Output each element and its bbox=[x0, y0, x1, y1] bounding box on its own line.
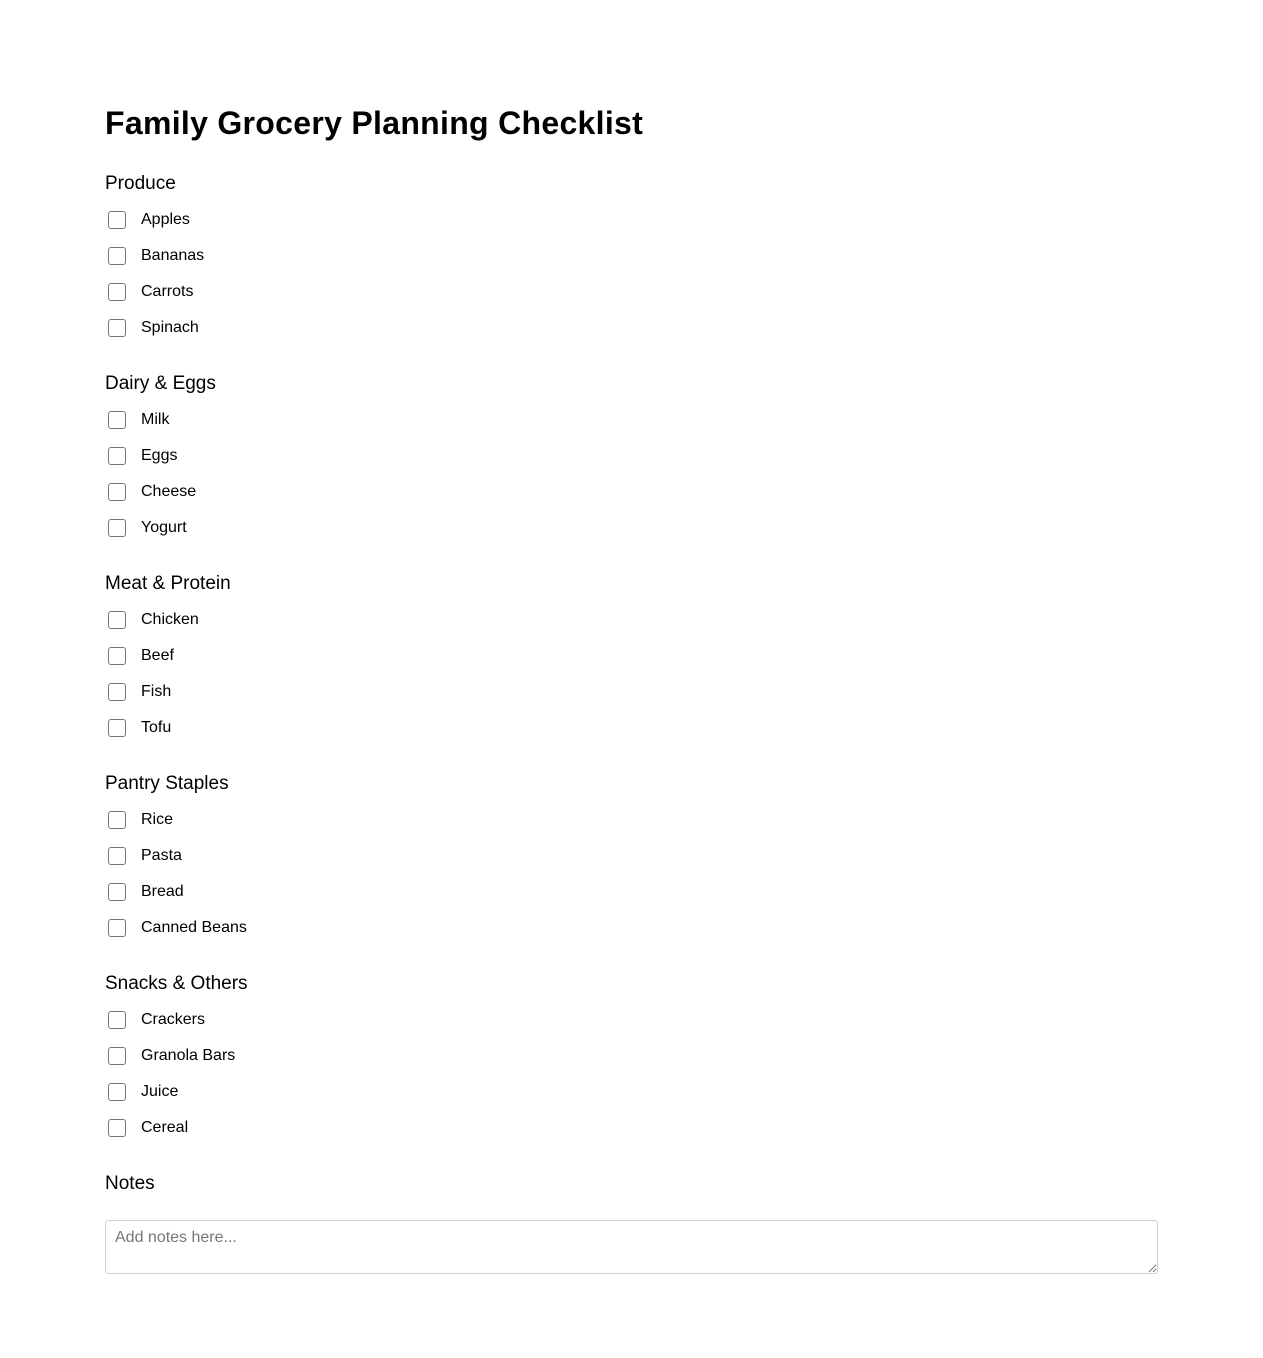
item-checkbox[interactable] bbox=[108, 611, 126, 629]
checklist-item-apples[interactable] bbox=[108, 208, 190, 232]
item-label: Fish bbox=[141, 683, 172, 700]
item-checkbox[interactable] bbox=[108, 211, 126, 229]
checklist-item-crackers[interactable] bbox=[108, 1008, 205, 1032]
item-label: Tofu bbox=[141, 719, 172, 736]
item-checkbox[interactable] bbox=[108, 319, 126, 337]
item-label: Crackers bbox=[141, 1011, 206, 1028]
section-title: Dairy & Eggs bbox=[105, 373, 216, 394]
section-dairy-eggs bbox=[105, 370, 1158, 570]
item-checkbox[interactable] bbox=[108, 883, 126, 901]
section-produce bbox=[105, 170, 1158, 370]
item-label: Beef bbox=[141, 647, 174, 664]
checklist-item-cereal[interactable] bbox=[108, 1116, 188, 1140]
item-label: Eggs bbox=[141, 447, 178, 464]
item-label: Granola Bars bbox=[141, 1047, 236, 1064]
checklist-item-spinach[interactable] bbox=[108, 316, 199, 340]
checklist-item-carrots[interactable] bbox=[108, 280, 193, 304]
item-checkbox[interactable] bbox=[108, 683, 126, 701]
page-title: Family Grocery Planning Checklist bbox=[105, 105, 644, 141]
checklist-item-yogurt[interactable] bbox=[108, 516, 187, 540]
checklist-item-granola-bars[interactable] bbox=[108, 1044, 235, 1068]
section-pantry-staples bbox=[105, 770, 1158, 970]
item-label: Cheese bbox=[141, 483, 197, 500]
checklist-item-beef[interactable] bbox=[108, 644, 174, 668]
section-title: Pantry Staples bbox=[105, 773, 229, 794]
item-checkbox[interactable] bbox=[108, 519, 126, 537]
checklist-item-eggs[interactable] bbox=[108, 444, 177, 468]
item-checkbox[interactable] bbox=[108, 283, 126, 301]
item-label: Bread bbox=[141, 883, 184, 900]
section-title: Produce bbox=[105, 173, 176, 194]
item-checkbox[interactable] bbox=[108, 1011, 126, 1029]
item-label: Chicken bbox=[141, 611, 199, 628]
item-checkbox[interactable] bbox=[108, 1047, 126, 1065]
item-label: Juice bbox=[141, 1083, 179, 1100]
checklist-item-bread[interactable] bbox=[108, 880, 184, 904]
item-checkbox[interactable] bbox=[108, 719, 126, 737]
item-label: Milk bbox=[141, 411, 170, 428]
item-label: Cereal bbox=[141, 1119, 189, 1136]
checklist-item-bananas[interactable] bbox=[108, 244, 204, 268]
item-label: Carrots bbox=[141, 283, 194, 300]
checklist-item-tofu[interactable] bbox=[108, 716, 171, 740]
checklist-item-pasta[interactable] bbox=[108, 844, 182, 868]
checklist-item-juice[interactable] bbox=[108, 1080, 178, 1104]
item-checkbox[interactable] bbox=[108, 647, 126, 665]
checklist-item-milk[interactable] bbox=[108, 408, 169, 432]
item-checkbox[interactable] bbox=[108, 411, 126, 429]
item-checkbox[interactable] bbox=[108, 919, 126, 937]
item-label: Rice bbox=[141, 811, 174, 828]
item-label: Apples bbox=[141, 211, 190, 228]
checklist-item-chicken[interactable] bbox=[108, 608, 199, 632]
item-label: Canned Beans bbox=[141, 919, 247, 936]
item-label: Bananas bbox=[141, 247, 205, 264]
checklist-item-rice[interactable] bbox=[108, 808, 173, 832]
notes-textarea[interactable] bbox=[105, 1220, 1158, 1274]
section-title: Snacks & Others bbox=[105, 973, 248, 994]
checklist-item-cheese[interactable] bbox=[108, 480, 196, 504]
checklist-sections bbox=[105, 170, 1158, 1170]
item-checkbox[interactable] bbox=[108, 847, 126, 865]
checklist-item-fish[interactable] bbox=[108, 680, 171, 704]
item-label: Yogurt bbox=[141, 519, 187, 536]
item-label: Spinach bbox=[141, 319, 199, 336]
item-checkbox[interactable] bbox=[108, 447, 126, 465]
section-meat-protein bbox=[105, 570, 1158, 770]
item-checkbox[interactable] bbox=[108, 1119, 126, 1137]
item-checkbox[interactable] bbox=[108, 483, 126, 501]
notes-title: Notes bbox=[105, 1173, 155, 1194]
section-title: Meat & Protein bbox=[105, 573, 231, 594]
item-label: Pasta bbox=[141, 847, 182, 864]
item-checkbox[interactable] bbox=[108, 1083, 126, 1101]
checklist-item-canned-beans[interactable] bbox=[108, 916, 247, 940]
item-checkbox[interactable] bbox=[108, 811, 126, 829]
item-checkbox[interactable] bbox=[108, 247, 126, 265]
section-snacks-others bbox=[105, 970, 1158, 1170]
